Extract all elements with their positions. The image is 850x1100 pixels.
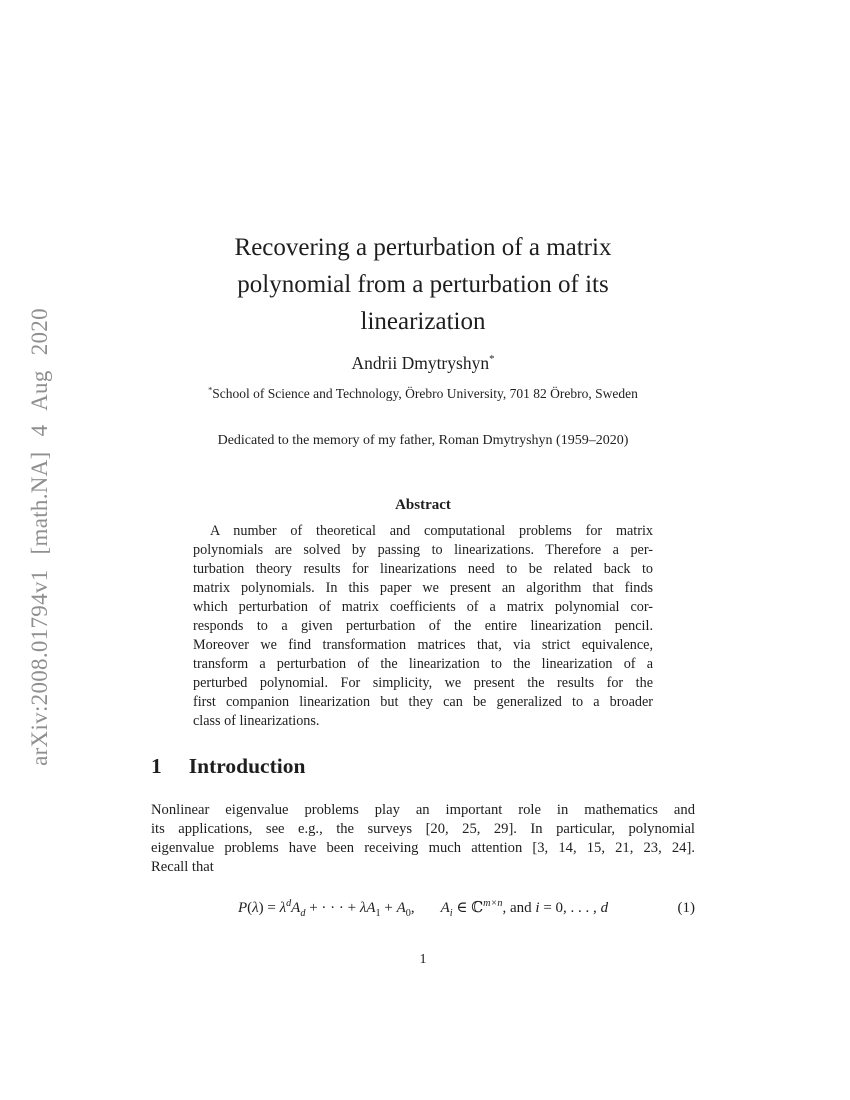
eq-complex-set: ℂ — [471, 900, 484, 916]
eq-range: = 0, . . . , — [539, 900, 601, 916]
eq-subscript-1: 1 — [375, 908, 381, 919]
eq-d: d — [600, 900, 609, 916]
affiliation-footnote-mark: * — [208, 385, 213, 395]
eq-subscript-0: 0 — [405, 908, 411, 919]
eq-subscript-i: i — [449, 908, 453, 919]
author-footnote-mark: * — [489, 353, 495, 366]
equation-1 — [151, 897, 695, 919]
eq-lambda: λ — [359, 900, 367, 916]
eq-A: A — [440, 900, 450, 916]
abstract-line: class of linearizations. — [193, 713, 320, 729]
eq-A: A — [366, 900, 376, 916]
abstract-line: responds to a given perturbation of the entire linearization pencil. — [193, 618, 653, 634]
abstract-heading: Abstract — [395, 497, 451, 513]
abstract-line: A number of theoretical and computational problems for matrix — [210, 523, 653, 539]
paragraph-line: its applications, see e.g., the surveys [20, 25, 29]. In particular, polynomial — [151, 821, 695, 837]
section-title: Introduction — [188, 754, 306, 778]
eq-exponent-d: d — [286, 898, 292, 909]
eq-paren: ( — [247, 900, 253, 916]
equation-number: (1) — [677, 900, 695, 916]
section-heading — [151, 751, 695, 781]
paper-title — [151, 229, 695, 340]
page-number: 1 — [419, 952, 427, 967]
abstract-line: perturbed polynomial. For simplicity, we present the results for the — [193, 675, 653, 691]
eq-and: , and — [502, 900, 536, 916]
eq-lambda: λ — [279, 900, 287, 916]
section-number: 1 — [151, 754, 162, 778]
affiliation-text: School of Science and Technology, Örebro University, 701 82 Örebro, Sweden — [212, 386, 638, 401]
abstract-line: which perturbation of matrix coefficients of a matrix polynomial cor- — [193, 599, 653, 615]
eq-cdots: + · · · + — [305, 900, 360, 916]
paragraph-line: Recall that — [151, 859, 214, 875]
eq-i: i — [535, 900, 540, 916]
author-line — [151, 352, 695, 374]
arxiv-watermark: arXiv:2008.01794v1 [math.NA] 4 Aug 2020 — [27, 308, 52, 766]
abstract-line: transform a perturbation of the linearization to the linearization of a — [193, 656, 653, 672]
author-name: Andrii Dmytryshyn — [351, 353, 490, 373]
eq-A: A — [396, 900, 406, 916]
abstract-line: turbation theory results for linearizations need to be related back to — [193, 561, 653, 577]
title-line: polynomial from a perturbation of its — [237, 271, 609, 298]
eq-P: P — [237, 900, 248, 916]
intro-paragraph — [151, 801, 695, 877]
eq-comma: , — [410, 900, 415, 916]
abstract-line: polynomials are solved by passing to linearizations. Therefore a per- — [193, 542, 653, 558]
eq-element-of: ∈ — [452, 900, 472, 916]
abstract-line: Moreover we find transformation matrices that, via strict equivalence, — [193, 637, 653, 653]
eq-lambda: λ — [252, 900, 259, 916]
eq-superscript-mxn: m×n — [483, 898, 503, 909]
eq-plus: + — [380, 900, 397, 916]
eq-subscript-d: d — [300, 908, 306, 919]
equation-content — [237, 898, 609, 919]
title-line: linearization — [360, 308, 486, 335]
abstract-line: matrix polynomials. In this paper we present an algorithm that finds — [193, 580, 653, 596]
paragraph-line: eigenvalue problems have been receiving much attention [3, 14, 15, 21, 23, 24]. — [151, 840, 695, 856]
abstract-body — [193, 522, 653, 731]
abstract-line: first companion linearization but they can be generalized to a broader — [193, 694, 653, 710]
eq-equals: ) = — [258, 900, 280, 916]
affiliation-line — [151, 385, 695, 403]
paragraph-line: Nonlinear eigenvalue problems play an important role in mathematics and — [151, 802, 695, 818]
dedication-line: Dedicated to the memory of my father, Roman Dmytryshyn (1959–2020) — [217, 433, 629, 448]
eq-A: A — [291, 900, 301, 916]
title-line: Recovering a perturbation of a matrix — [234, 234, 612, 261]
